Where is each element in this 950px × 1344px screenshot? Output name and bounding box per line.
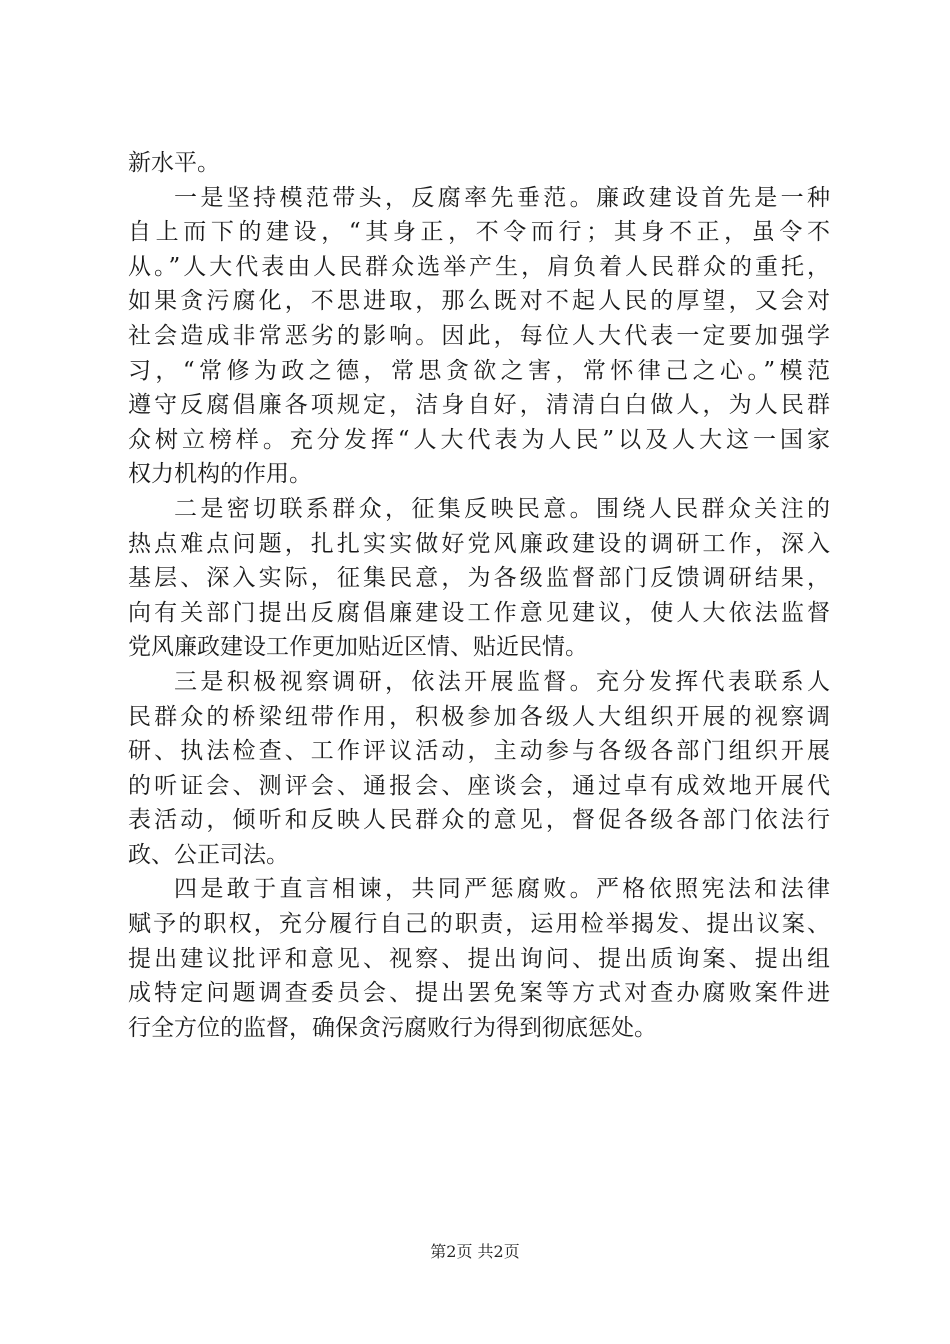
body-text-line: 遵守反腐倡廉各项规定，洁身自好，清清白白做人，为人民群: [128, 392, 830, 419]
body-text-line: 众树立榜样。充分发挥“人大代表为人民”以及人大这一国家: [128, 426, 830, 453]
body-text-line: 赋予的职权，充分履行自己的职责，运用检举揭发、提出议案、: [128, 911, 830, 938]
body-text-line: 从。”人大代表由人民群众选举产生，肩负着人民群众的重托，: [128, 253, 830, 280]
body-text-line: 基层、深入实际，征集民意，为各级监督部门反馈调研结果，: [128, 565, 830, 592]
document-body: [128, 146, 830, 1045]
body-text-line: 权力机构的作用。: [128, 461, 312, 488]
body-text-line: 四是敢于直言相谏，共同严惩腐败。严格依照宪法和法律: [174, 876, 830, 903]
body-text-line: 表活动，倾听和反映人民群众的意见，督促各级各部门依法行: [128, 807, 830, 834]
body-text-line: 的听证会、测评会、通报会、座谈会，通过卓有成效地开展代: [128, 772, 830, 799]
body-text-line: 研、执法检查、工作评议活动，主动参与各级各部门组织开展: [128, 738, 830, 765]
body-text-line: 热点难点问题，扎扎实实做好党风廉政建设的调研工作，深入: [128, 530, 830, 557]
body-text-line: 如果贪污腐化，不思进取，那么既对不起人民的厚望，又会对: [128, 288, 830, 315]
body-text-line: 党风廉政建设工作更加贴近区情、贴近民情。: [128, 634, 588, 661]
body-text-line: 社会造成非常恶劣的影响。因此，每位人大代表一定要加强学: [128, 322, 830, 349]
page-footer: 第2页 共2页: [430, 1242, 520, 1261]
body-text-line: 新水平。: [128, 150, 220, 176]
body-text-line: 提出建议批评和意见、视察、提出询问、提出质询案、提出组: [128, 945, 830, 972]
body-text-line: 民群众的桥梁纽带作用，积极参加各级人大组织开展的视察调: [128, 703, 830, 730]
body-text-line: 政、公正司法。: [128, 841, 289, 868]
body-text-line: 行全方位的监督，确保贪污腐败行为得到彻底惩处。: [128, 1014, 657, 1041]
body-text-line: 习，“常修为政之德，常思贪欲之害，常怀律己之心。”模范: [128, 357, 830, 384]
body-text-line: 一是坚持模范带头，反腐率先垂范。廉政建设首先是一种: [174, 184, 830, 211]
body-text-line: 二是密切联系群众，征集反映民意。围绕人民群众关注的: [174, 495, 830, 522]
body-text-line: 成特定问题调查委员会、提出罢免案等方式对查办腐败案件进: [128, 980, 830, 1007]
body-text-line: 向有关部门提出反腐倡廉建设工作意见建议，使人大依法监督: [128, 599, 830, 626]
body-text-line: 三是积极视察调研，依法开展监督。充分发挥代表联系人: [174, 668, 830, 695]
body-text-line: 自上而下的建设，“其身正，不令而行；其身不正，虽令不: [128, 219, 830, 246]
